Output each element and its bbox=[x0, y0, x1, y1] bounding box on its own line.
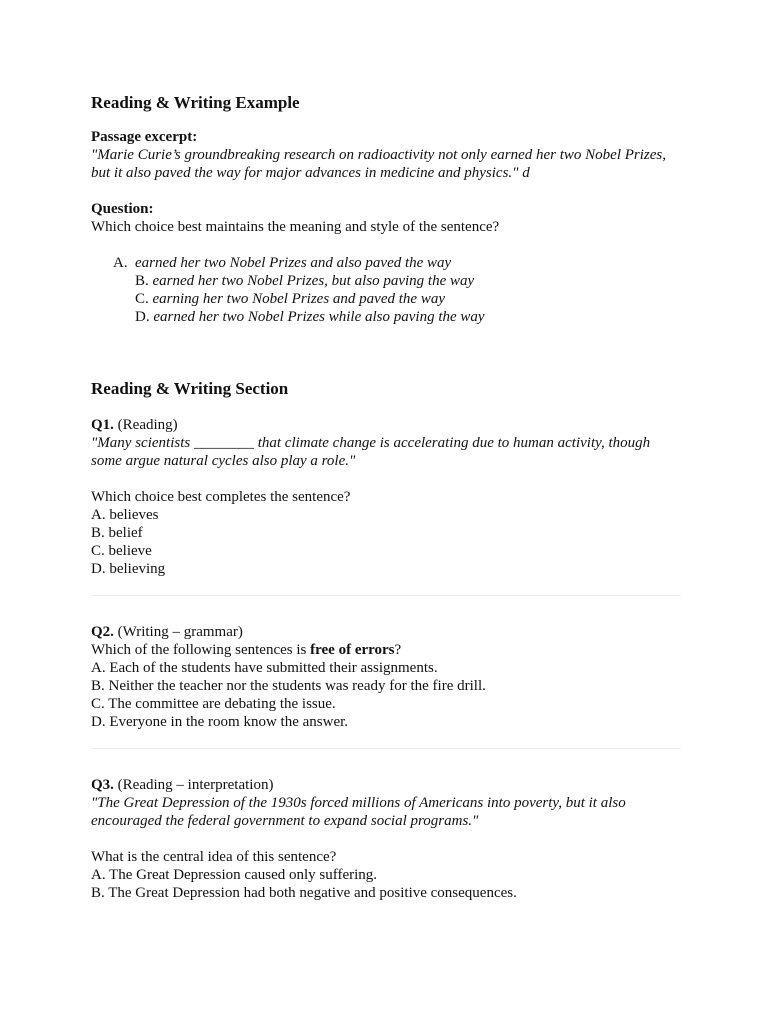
question-text: Which choice best maintains the meaning and style of the sentence? bbox=[91, 219, 500, 235]
passage-label: Passage excerpt: bbox=[91, 129, 198, 145]
q2-type: (Writing – grammar) bbox=[117, 624, 243, 640]
passage-line-1: "Marie Curie’s groundbreaking research on radioactivity not only earned her two Nobel Prizes, bbox=[91, 147, 666, 163]
q2-option: B. Neither the teacher nor the students was ready for the fire drill. bbox=[91, 678, 486, 694]
choice-text: earning her two Nobel Prizes and paved the way bbox=[152, 291, 445, 307]
section-heading: Reading & Writing Section bbox=[91, 379, 289, 398]
q1-option: A. believes bbox=[91, 507, 159, 523]
q3-label: Q3. bbox=[91, 777, 114, 793]
q2-option: A. Each of the students have submitted their assignments. bbox=[91, 660, 438, 676]
passage-line-2: but it also paved the way for major advances in medicine and physics." d bbox=[91, 165, 530, 181]
q1-option: C. believe bbox=[91, 543, 152, 559]
q1-label: Q1. bbox=[91, 417, 114, 433]
q2-option: C. The committee are debating the issue. bbox=[91, 696, 336, 712]
choice-letter: D. bbox=[135, 309, 150, 325]
q1-prompt: Which choice best completes the sentence? bbox=[91, 489, 351, 505]
q3-quote-line-2: encouraged the federal government to expand social programs." bbox=[91, 813, 479, 829]
choice-text: earned her two Nobel Prizes and also paved the way bbox=[135, 255, 452, 271]
divider bbox=[91, 595, 681, 596]
q1-type: (Reading) bbox=[117, 417, 178, 433]
choice-text: earned her two Nobel Prizes while also paving the way bbox=[153, 309, 485, 325]
q1-quote-line-1: "Many scientists ________ that climate change is accelerating due to human activity, though bbox=[91, 435, 651, 451]
q3-quote-line-1: "The Great Depression of the 1930s forced millions of Americans into poverty, but it also bbox=[91, 795, 626, 811]
example-choice-a bbox=[113, 254, 681, 272]
choice-letter: C. bbox=[135, 291, 149, 307]
q2-prompt-end: ? bbox=[394, 642, 402, 658]
example-choice-b bbox=[135, 272, 681, 290]
choice-letter: A. bbox=[113, 255, 128, 271]
q1-quote-line-2: some argue natural cycles also play a role." bbox=[91, 453, 356, 469]
example-choice-d bbox=[135, 308, 681, 326]
q1-header bbox=[91, 416, 681, 434]
example-choice-c bbox=[135, 290, 681, 308]
choice-text: earned her two Nobel Prizes, but also paving the way bbox=[152, 273, 475, 289]
q3-option: B. The Great Depression had both negative and positive consequences. bbox=[91, 885, 517, 901]
q1-option: B. belief bbox=[91, 525, 143, 541]
q1-option: D. believing bbox=[91, 561, 166, 577]
q3-option: A. The Great Depression caused only suffering. bbox=[91, 867, 378, 883]
q2-header bbox=[91, 623, 681, 641]
q2-prompt-start: Which of the following sentences is bbox=[91, 642, 311, 658]
question-label: Question: bbox=[91, 201, 154, 217]
example-heading: Reading & Writing Example bbox=[91, 93, 300, 112]
choice-letter: B. bbox=[135, 273, 149, 289]
q3-header bbox=[91, 776, 681, 794]
q3-type: (Reading – interpretation) bbox=[117, 777, 274, 793]
divider bbox=[91, 748, 681, 749]
q3-prompt: What is the central idea of this sentence? bbox=[91, 849, 337, 865]
q2-prompt-bold: free of errors bbox=[310, 642, 395, 658]
q2-prompt bbox=[91, 641, 681, 659]
q2-option: D. Everyone in the room know the answer. bbox=[91, 714, 349, 730]
q2-label: Q2. bbox=[91, 624, 114, 640]
document-content bbox=[91, 92, 681, 902]
